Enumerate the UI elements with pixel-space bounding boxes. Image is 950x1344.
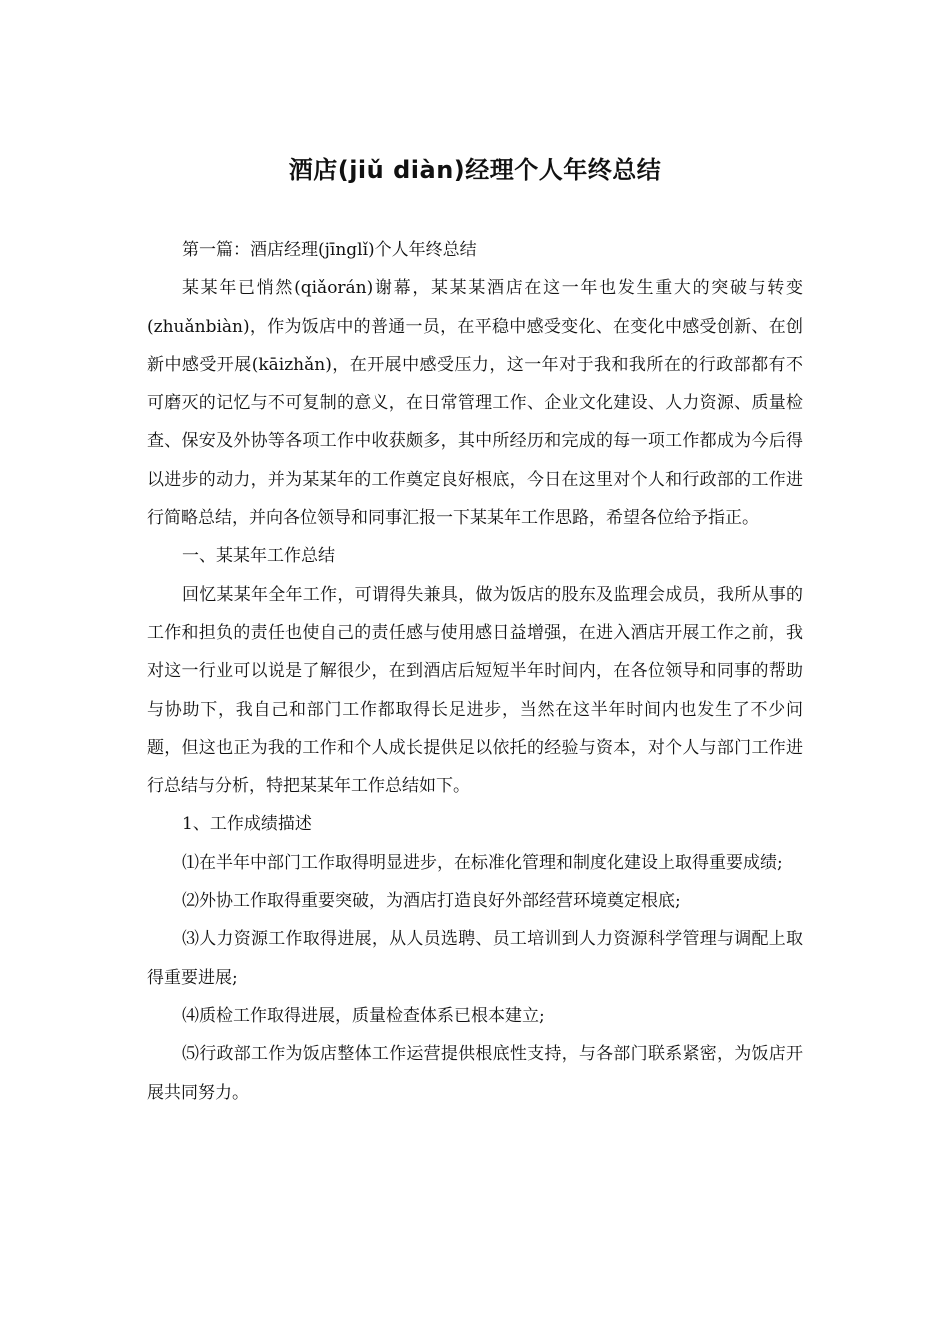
achievement-item-5: ⑸行政部工作为饭店整体工作运营提供根底性支持，与各部门联系紧密，为饭店开展共同努力。 — [147, 1044, 803, 1103]
review-paragraph: 回忆某某年全年工作，可谓得失兼具，做为饭店的股东及监理会成员，我所从事的工作和担负的责任也使自己的责任感与使用感日益增强，在进入酒店开展工作之前，我对这一行业可以说是了解很少，在到酒店后短短半年时间内，在各位领导和同事的帮助与协助下，我自己和部门工作都取得长足进步，当然在这半年时间内也发生了不少问题，但这也正为我的工作和个人成长提供足以依托的经验与资本，对个人与部门工作进行总结与分析，特把某某年工作总结如下。 — [147, 584, 803, 797]
achievement-item-3: ⑶人力资源工作取得进展，从人员选聘、员工培训到人力资源科学管理与调配上取得重要进展; — [147, 929, 803, 988]
achievement-item-2: ⑵外协工作取得重要突破，为酒店打造良好外部经营环境奠定根底; — [182, 891, 681, 912]
document-body — [147, 231, 803, 1112]
achievement-item-4: ⑷质检工作取得进展，质量检查体系已根本建立; — [182, 1005, 545, 1026]
section-heading-first-article: 第一篇：酒店经理(jīnglǐ)个人年终总结 — [182, 240, 477, 260]
section-heading-work-summary: 一、某某年工作总结 — [182, 546, 335, 567]
achievement-item-1: ⑴在半年中部门工作取得明显进步，在标准化管理和制度化建设上取得重要成绩; — [182, 852, 783, 873]
intro-paragraph: 某某年已悄然(qiǎorán)谢幕，某某某酒店在这一年也发生重大的突破与转变(zhuǎnbiàn)，作为饭店中的普通一员，在平稳中感受变化、在变化中感受创新、在创新中感受开展(kāizhǎn)，在开展中感受压力，这一年对于我和我所在的行政部都有不可磨灭的记忆与不可复制的意义，在日常管理工作、企业文化建设、人力资源、质量检查、保安及外协等各项工作中收获颇多，其中所经历和完成的每一项工作都成为今后得以进步的动力，并为某某年的工作奠定良好根底，今日在这里对个人和行政部的工作进行简略总结，并向各位领导和同事汇报一下某某年工作思路，希望各位给予指正。 — [147, 278, 803, 529]
subsection-heading-achievements: 1、工作成绩描述 — [182, 814, 312, 835]
document-title: 酒店(jiǔ diàn)经理个人年终总结 — [288, 156, 662, 184]
